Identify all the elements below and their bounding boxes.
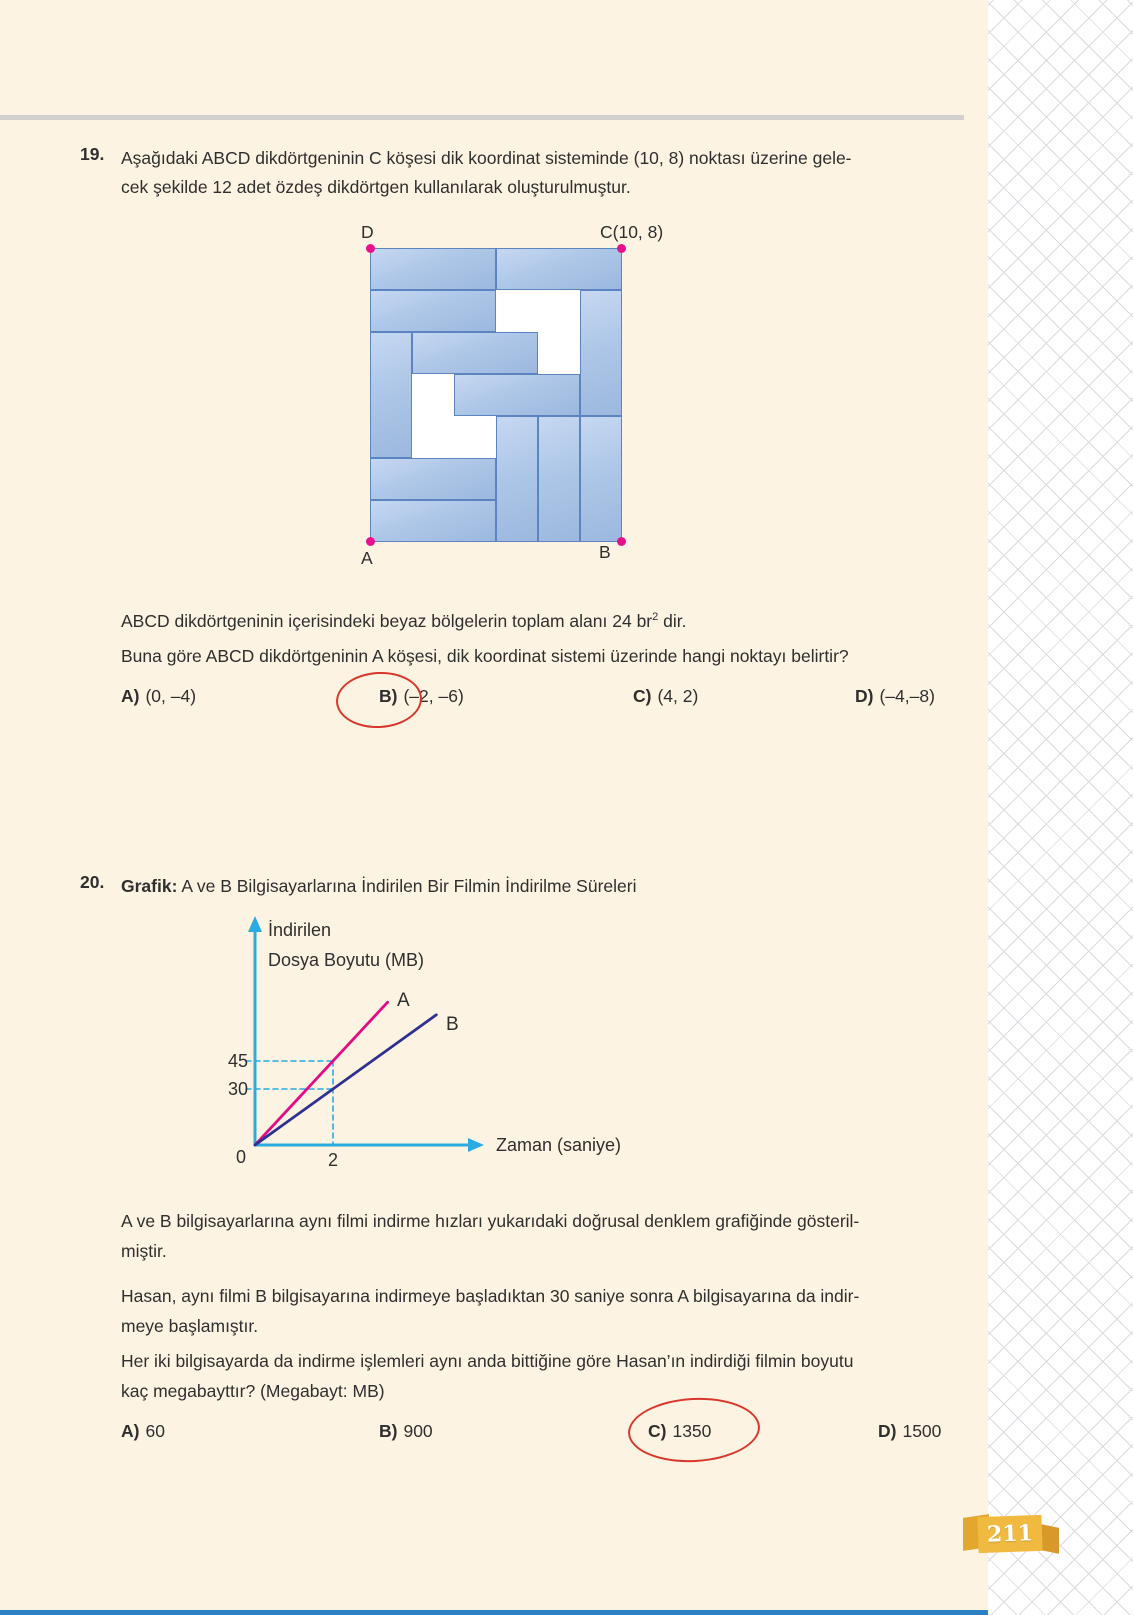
q20-header-grafik: Grafik: [121, 876, 178, 896]
figure-tile [370, 290, 496, 332]
download-chart [200, 878, 670, 1178]
figure-tile [454, 374, 580, 416]
svg-text:A: A [397, 990, 410, 1011]
figure-label-A: A [361, 548, 373, 568]
q20-option-d-letter: D) [878, 1421, 897, 1441]
corner-dot-D [366, 244, 375, 253]
q20-paragraph-2 [121, 1281, 859, 1349]
q19-area-prefix: ABCD dikdörtgeninin içerisindeki beyaz bölgelerin toplam alanı 24 br [121, 610, 653, 631]
figure-tile [538, 416, 580, 542]
figure-tile [370, 248, 496, 290]
q20-option-d-value: 1500 [902, 1421, 942, 1441]
q19-area-suffix: dir. [658, 610, 687, 631]
q20-p1-line1: A ve B bilgisayarlarına aynı filmi indirme hızları yukarıdaki doğrusal denklem grafiğinde gösteril- [121, 1211, 860, 1231]
figure-tile [412, 332, 538, 374]
svg-text:Dosya Boyutu (MB): Dosya Boyutu (MB) [268, 950, 425, 970]
svg-text:Zaman (saniye): Zaman (saniye) [496, 1135, 622, 1155]
figure-tile [580, 290, 622, 416]
top-divider-bar [0, 115, 964, 120]
question-20-number: 20. [80, 872, 105, 892]
q19-option-a [121, 686, 196, 707]
figure-tile [370, 332, 412, 458]
q20-p2-line2: meye başlamıştır. [121, 1316, 259, 1336]
q19-option-a-value: (0, –4) [145, 686, 197, 706]
q19-area-statement [121, 603, 686, 636]
q19-option-d [855, 686, 935, 707]
corner-dot-C [617, 244, 626, 253]
figure-label-C: C(10, 8) [600, 222, 664, 242]
q20-option-d [878, 1421, 941, 1442]
q19-option-d-value: (–4,–8) [879, 686, 935, 706]
svg-text:B: B [446, 1014, 459, 1035]
crosshatch-margin-pattern [988, 0, 1133, 1615]
figure-tile [496, 248, 622, 290]
figure-label-D: D [361, 222, 374, 242]
q20-p2-line1: Hasan, aynı filmi B bilgisayarına indirmeye başladıktan 30 saniye sonra A bilgisayarına da indir- [121, 1286, 860, 1306]
figure-tile [370, 500, 496, 542]
q19-option-c-value: (4, 2) [657, 686, 699, 706]
q19-option-b-letter: B) [379, 686, 398, 706]
q20-p3-line1: Her iki bilgisayarda da indirme işlemleri aynı anda bittiğine göre Hasan’ın indirdiği filmin boyutu [121, 1351, 854, 1371]
q20-option-b-value: 900 [403, 1421, 433, 1441]
q19-option-d-letter: D) [855, 686, 874, 706]
q19-option-c-letter: C) [633, 686, 652, 706]
figure-tile [370, 458, 496, 500]
figure-tile [496, 416, 538, 542]
page-number-ribbon [961, 1512, 1071, 1558]
svg-text:2: 2 [327, 1150, 339, 1170]
q20-p3-line2: kaç megabayttır? (Megabayt: MB) [121, 1381, 385, 1401]
page-number-badge [977, 1515, 1042, 1553]
corner-dot-B [617, 537, 626, 546]
ribbon-right-fold [1041, 1524, 1059, 1554]
q19-option-c [633, 686, 698, 707]
question-19-number: 19. [80, 144, 105, 164]
question-19-line2: cek şekilde 12 adet özdeş dikdörtgen kullanılarak oluşturulmuştur. [121, 177, 631, 197]
page-number: 211 [986, 1520, 1034, 1548]
q19-question-statement: Buna göre ABCD dikdörtgeninin A köşesi, dik koordinat sistemi üzerinde hangi noktayı belirtir? [121, 646, 849, 666]
q20-option-a [121, 1421, 165, 1442]
svg-text:İndirilen: İndirilen [268, 920, 332, 940]
q19-option-b-value: (–2, –6) [403, 686, 464, 706]
q19-answer-circle [335, 670, 424, 730]
svg-text:30: 30 [227, 1079, 248, 1099]
q20-option-a-value: 60 [145, 1421, 165, 1441]
figure-label-B: B [599, 542, 611, 562]
q19-option-a-letter: A) [121, 686, 140, 706]
q20-option-b [379, 1421, 433, 1442]
q19-area-sup: 2 [652, 611, 659, 623]
svg-text:45: 45 [227, 1051, 248, 1071]
q20-header-title: A ve B Bilgisayarlarına İndirilen Bir Filmin İndirilme Süreleri [181, 876, 637, 896]
q20-p1-line2: miştir. [121, 1241, 167, 1261]
figure-tile [580, 416, 622, 542]
q20-paragraph-1 [121, 1206, 859, 1274]
q20-option-c-value: 1350 [672, 1421, 712, 1441]
svg-text:0: 0 [235, 1147, 246, 1167]
question-19-text [121, 144, 852, 202]
bottom-divider-bar [0, 1610, 988, 1615]
q19-rectangle-figure [370, 248, 622, 542]
q20-option-b-letter: B) [379, 1421, 398, 1441]
q20-paragraph-3 [121, 1346, 853, 1414]
q20-option-c-letter: C) [648, 1421, 667, 1441]
corner-dot-A [366, 537, 375, 546]
question-19-line1: Aşağıdaki ABCD dikdörtgeninin C köşesi dik koordinat sisteminde (10, 8) noktası üzerine gele- [121, 148, 852, 168]
q20-option-a-letter: A) [121, 1421, 140, 1441]
